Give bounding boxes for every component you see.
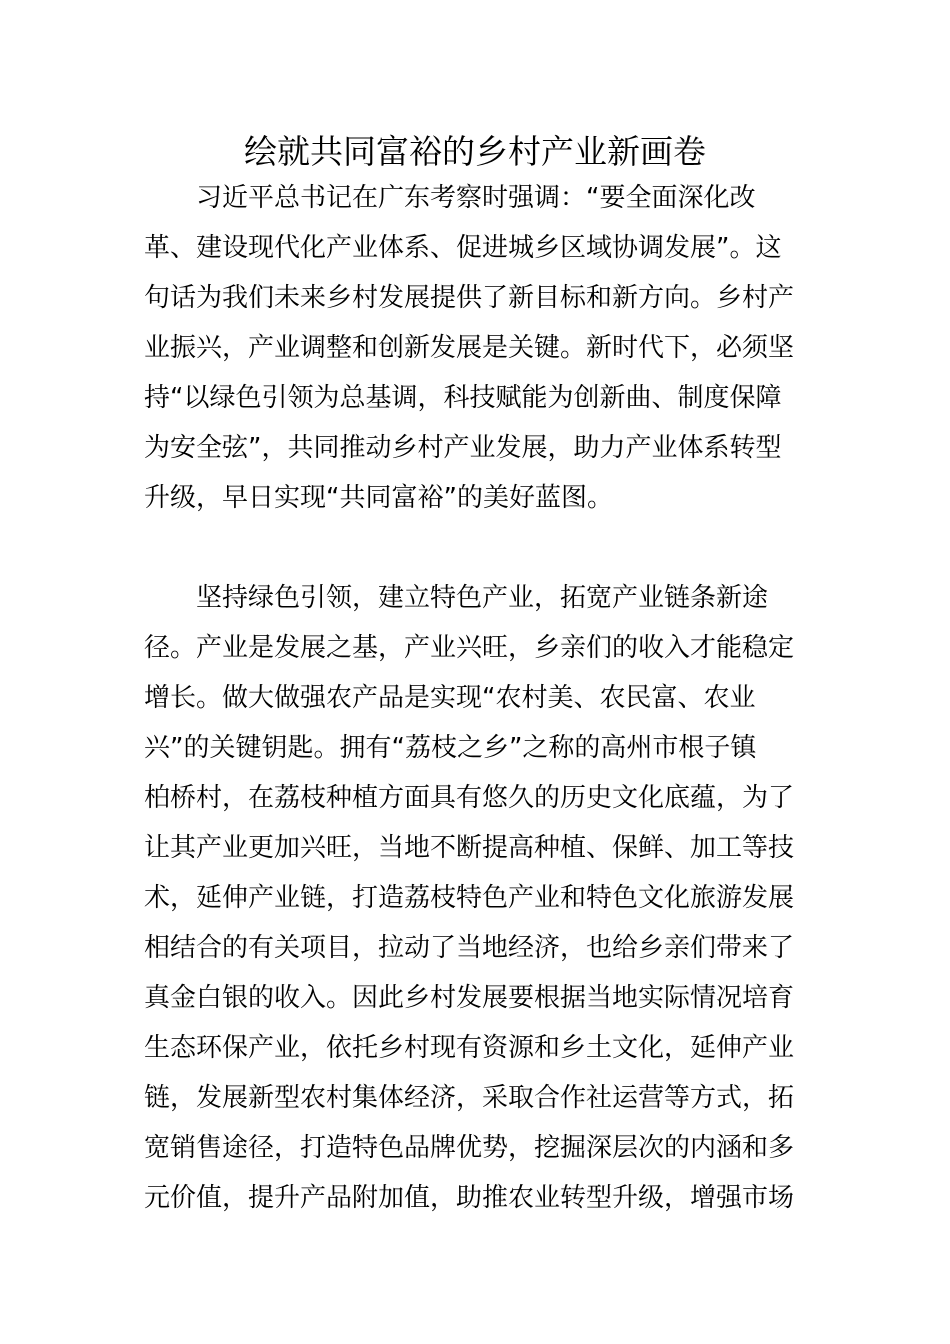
paragraph-intro <box>144 173 824 523</box>
text-line: 兴”的关键钥匙。拥有“荔枝之乡”之称的高州市根子镇 <box>144 733 757 763</box>
text-line: 真金白银的收入。因此乡村发展要根据当地实际情况培育 <box>144 983 795 1013</box>
document-title: 绘就共同富裕的乡村产业新画卷 <box>244 132 706 171</box>
text-line: 革、建设现代化产业体系、促进城乡区域协调发展”。这 <box>144 233 782 263</box>
text-line: 习近平总书记在广东考察时强调：“要全面深化改 <box>196 183 756 213</box>
text-line: 术，延伸产业链，打造荔枝特色产业和特色文化旅游发展 <box>144 883 795 913</box>
text-line: 句话为我们未来乡村发展提供了新目标和新方向。乡村产 <box>144 283 795 313</box>
text-line: 径。产业是发展之基，产业兴旺，乡亲们的收入才能稳定 <box>144 633 795 663</box>
text-line: 让其产业更加兴旺，当地不断提高种植、保鲜、加工等技 <box>144 833 795 863</box>
text-line: 相结合的有关项目，拉动了当地经济，也给乡亲们带来了 <box>144 933 795 963</box>
text-line: 持“以绿色引领为总基调，科技赋能为创新曲、制度保障 <box>144 383 782 413</box>
text-line: 链，发展新型农村集体经济，采取合作社运营等方式，拓 <box>144 1083 795 1113</box>
text-line: 坚持绿色引领，建立特色产业，拓宽产业链条新途 <box>196 583 769 613</box>
paragraph-green-leadership <box>144 573 824 1223</box>
text-line: 生态环保产业，依托乡村现有资源和乡土文化，延伸产业 <box>144 1033 795 1063</box>
text-line: 柏桥村，在荔枝种植方面具有悠久的历史文化底蕴，为了 <box>144 783 795 813</box>
text-line: 元价值，提升产品附加值，助推农业转型升级，增强市场 <box>144 1183 795 1213</box>
text-line: 宽销售途径，打造特色品牌优势，挖掘深层次的内涵和多 <box>144 1133 795 1163</box>
text-line: 业振兴，产业调整和创新发展是关键。新时代下，必须坚 <box>144 333 795 363</box>
text-line: 升级，早日实现“共同富裕”的美好蓝图。 <box>144 483 613 513</box>
text-line: 增长。做大做强农产品是实现“农村美、农民富、农业 <box>144 683 756 713</box>
text-line: 为安全弦”，共同推动乡村产业发展，助力产业体系转型 <box>144 433 782 463</box>
